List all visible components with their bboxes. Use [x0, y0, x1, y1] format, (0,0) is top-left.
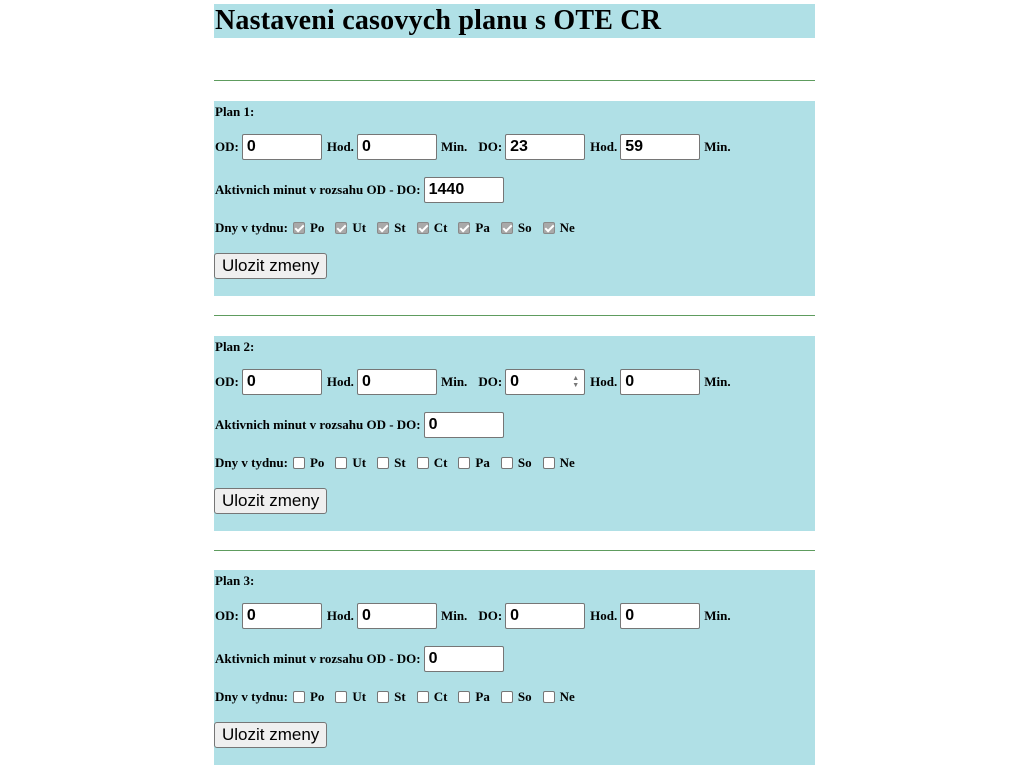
plan-2-day-ut[interactable] — [335, 455, 366, 471]
checkbox-po[interactable] — [293, 222, 305, 234]
min-label: Min. — [440, 374, 468, 389]
day-label-po: Po — [309, 455, 325, 470]
plan-2-do-min-input[interactable] — [620, 369, 700, 395]
plan-2-do-hod-value: 0 — [510, 373, 520, 390]
plan-2-save-row — [214, 488, 327, 514]
hod-label: Hod. — [326, 608, 354, 623]
plan-1-save-button[interactable]: Ulozit zmeny — [214, 253, 327, 279]
plan-3-day-po[interactable] — [293, 689, 324, 705]
plan-2-od-hod-value: 0 — [246, 373, 256, 390]
do-label: DO: — [478, 374, 503, 389]
od-label: OD: — [215, 139, 239, 154]
checkbox-pa[interactable] — [458, 222, 470, 234]
checkbox-so[interactable] — [501, 457, 513, 469]
checkbox-st[interactable] — [377, 222, 389, 234]
min-label: Min. — [704, 374, 731, 389]
plan-1-day-pa[interactable] — [458, 220, 489, 236]
checkbox-ct[interactable] — [417, 691, 429, 703]
plan-3-od-min-value: 0 — [361, 607, 371, 624]
days-label: Dny v tydnu: — [215, 455, 288, 470]
plan-1-days-row — [214, 220, 586, 236]
plan-3-day-ut[interactable] — [335, 689, 366, 705]
plan-3-time-row — [214, 603, 731, 629]
plan-2-day-pa[interactable] — [458, 455, 489, 471]
plan-1-od-hod-value: 0 — [246, 138, 256, 155]
plan-1-day-ne[interactable] — [543, 220, 575, 236]
plan-3-save-button[interactable]: Ulozit zmeny — [214, 722, 327, 748]
day-label-ne: Ne — [559, 455, 575, 470]
hod-label: Hod. — [590, 374, 618, 389]
plan-2-active-row — [214, 412, 504, 438]
plan-3-day-ne[interactable] — [543, 689, 575, 705]
checkbox-po[interactable] — [293, 691, 305, 703]
checkbox-pa[interactable] — [458, 457, 470, 469]
od-label: OD: — [215, 608, 239, 623]
plan-1-do-min-value: 59 — [625, 138, 644, 155]
plan-2-active-minutes-value: 0 — [428, 416, 438, 433]
plan-2-active-minutes-input[interactable] — [424, 412, 504, 438]
plan-1-active-minutes-value: 1440 — [428, 181, 465, 198]
day-label-ne: Ne — [559, 220, 575, 235]
plan-1-day-ct[interactable] — [417, 220, 448, 236]
checkbox-so[interactable] — [501, 222, 513, 234]
plan-2-do-hod-input[interactable] — [505, 369, 585, 395]
day-label-ct: Ct — [433, 220, 448, 235]
plan-3-active-minutes-input[interactable] — [424, 646, 504, 672]
content-container — [214, 4, 815, 765]
checkbox-ct[interactable] — [417, 457, 429, 469]
day-label-so: So — [517, 220, 532, 235]
min-label: Min. — [440, 608, 468, 623]
day-label-ut: Ut — [352, 455, 367, 470]
min-label: Min. — [440, 139, 468, 154]
day-label-ne: Ne — [559, 689, 575, 704]
plan-1-do-min-input[interactable] — [620, 134, 700, 160]
day-label-pa: Pa — [475, 455, 490, 470]
plan-3-day-pa[interactable] — [458, 689, 489, 705]
checkbox-ne[interactable] — [543, 222, 555, 234]
day-label-pa: Pa — [475, 220, 490, 235]
checkbox-so[interactable] — [501, 691, 513, 703]
plan-3-active-row — [214, 646, 504, 672]
plan-3-day-ct[interactable] — [417, 689, 448, 705]
plan-1-day-ut[interactable] — [335, 220, 366, 236]
day-label-pa: Pa — [475, 689, 490, 704]
plan-2-day-po[interactable] — [293, 455, 324, 471]
day-label-po: Po — [309, 689, 325, 704]
page-title: Nastaveni casovych planu s OTE CR — [214, 4, 815, 38]
do-label: DO: — [478, 608, 503, 623]
checkbox-ne[interactable] — [543, 457, 555, 469]
plan-1-active-minutes-input[interactable] — [424, 177, 504, 203]
checkbox-st[interactable] — [377, 691, 389, 703]
day-label-so: So — [517, 455, 532, 470]
day-label-st: St — [394, 220, 406, 235]
plan-1-od-min-input[interactable] — [357, 134, 437, 160]
checkbox-ut[interactable] — [335, 457, 347, 469]
plan-1-label: Plan 1: — [215, 104, 255, 119]
day-label-ct: Ct — [433, 455, 448, 470]
plan-1-save-row — [214, 253, 327, 279]
plan-3-od-hod-input[interactable] — [242, 603, 322, 629]
plan-1-panel — [214, 101, 815, 296]
active-minutes-label: Aktivnich minut v rozsahu OD - DO: — [215, 182, 421, 197]
plan-1-day-po[interactable] — [293, 220, 324, 236]
checkbox-pa[interactable] — [458, 691, 470, 703]
active-minutes-label: Aktivnich minut v rozsahu OD - DO: — [215, 651, 421, 666]
plan-3-od-hod-value: 0 — [246, 607, 256, 624]
plan-1-time-row — [214, 134, 731, 160]
plan-3-do-hod-input[interactable] — [505, 603, 585, 629]
day-label-ct: Ct — [433, 689, 448, 704]
plan-2-od-min-value: 0 — [361, 373, 371, 390]
hod-label: Hod. — [326, 374, 354, 389]
plan-1-do-hod-value: 23 — [510, 138, 528, 155]
checkbox-st[interactable] — [377, 457, 389, 469]
plan-3-day-st[interactable] — [377, 689, 406, 705]
checkbox-ut[interactable] — [335, 222, 347, 234]
plan-2-label: Plan 2: — [215, 339, 255, 354]
plan-2-days-row — [214, 455, 586, 471]
plan-2-od-hod-input[interactable] — [242, 369, 322, 395]
plan-1-do-hod-input[interactable] — [505, 134, 585, 160]
plan-3-do-min-input[interactable] — [620, 603, 700, 629]
plan-2-save-button[interactable]: Ulozit zmeny — [214, 488, 327, 514]
min-label: Min. — [704, 139, 731, 154]
plan-2-day-ne[interactable] — [543, 455, 575, 471]
checkbox-ut[interactable] — [335, 691, 347, 703]
plan-3-do-min-value: 0 — [625, 607, 635, 624]
plan-3-days-row — [214, 689, 586, 705]
plan-2-do-min-value: 0 — [625, 373, 635, 390]
plan-1-day-so[interactable] — [501, 220, 532, 236]
plan-3-save-row — [214, 722, 327, 748]
checkbox-po[interactable] — [293, 457, 305, 469]
plan-1-active-row — [214, 177, 504, 203]
plan-3-do-hod-value: 0 — [510, 607, 520, 624]
day-label-so: So — [517, 689, 532, 704]
day-label-ut: Ut — [352, 689, 367, 704]
plan-3-active-minutes-value: 0 — [428, 650, 438, 667]
plan-1-day-st[interactable] — [377, 220, 406, 236]
day-label-st: St — [394, 689, 406, 704]
od-label: OD: — [215, 374, 239, 389]
plan-2-day-st[interactable] — [377, 455, 406, 471]
do-label: DO: — [478, 139, 503, 154]
spinner-arrows-icon[interactable]: ▲ ▼ — [572, 375, 580, 389]
plan-1-od-hod-input[interactable] — [242, 134, 322, 160]
plan-2-day-so[interactable] — [501, 455, 532, 471]
plan-3-panel — [214, 570, 815, 765]
hod-label: Hod. — [326, 139, 354, 154]
plan-2-od-min-input[interactable] — [357, 369, 437, 395]
hod-label: Hod. — [590, 139, 618, 154]
plan-2-panel — [214, 336, 815, 531]
plan-3-od-min-input[interactable] — [357, 603, 437, 629]
days-label: Dny v tydnu: — [215, 689, 288, 704]
day-label-po: Po — [309, 220, 325, 235]
plan-3-label: Plan 3: — [215, 573, 255, 588]
active-minutes-label: Aktivnich minut v rozsahu OD - DO: — [215, 417, 421, 432]
plan-2-time-row — [214, 369, 731, 395]
min-label: Min. — [704, 608, 731, 623]
hod-label: Hod. — [590, 608, 618, 623]
plan-1-od-min-value: 0 — [361, 138, 371, 155]
plan-2-day-ct[interactable] — [417, 455, 448, 471]
days-label: Dny v tydnu: — [215, 220, 288, 235]
day-label-st: St — [394, 455, 406, 470]
checkbox-ct[interactable] — [417, 222, 429, 234]
day-label-ut: Ut — [352, 220, 367, 235]
checkbox-ne[interactable] — [543, 691, 555, 703]
plan-3-day-so[interactable] — [501, 689, 532, 705]
